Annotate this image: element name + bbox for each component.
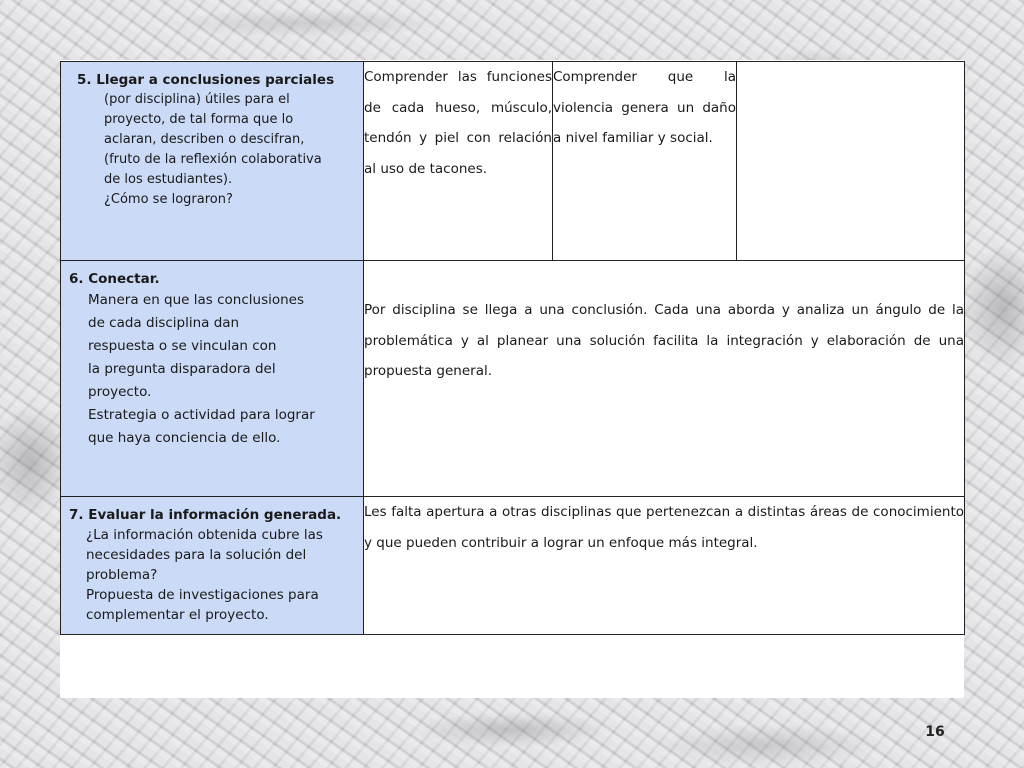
- content-cell: [364, 497, 965, 635]
- row-heading: 6. Conectar.: [69, 271, 160, 287]
- row-description-line: de cada disciplina dan: [88, 315, 240, 331]
- table-row-evaluate: [61, 497, 965, 635]
- content-cell: [364, 261, 965, 497]
- row-description-line: de los estudiantes).: [104, 172, 233, 187]
- content-cell: [364, 62, 553, 261]
- row-description-line: proyecto, de tal forma que lo: [104, 112, 294, 127]
- cell-text: Comprender que la violencia genera un daño a nivel familiar y social.: [553, 69, 736, 146]
- table-row-connect: [61, 261, 965, 497]
- row-description-line: (fruto de la reflexión colaborativa: [104, 152, 322, 167]
- cell-text: Por disciplina se llega a una conclusión. Cada una aborda y analiza un ángulo de la problemática y al planear una solución facilita la integración y elaboración de una propuesta general.: [364, 302, 964, 379]
- cell-text: Comprender las funciones de cada hueso, músculo, tendón y piel con relación al uso de tacones.: [364, 69, 552, 177]
- row-label-cell: [61, 261, 364, 497]
- table-row-conclusions: [61, 62, 965, 261]
- row-description-line: (por disciplina) útiles para el: [104, 92, 290, 107]
- row-description-line: ¿Cómo se lograron?: [104, 192, 233, 207]
- row-description-line: Manera en que las conclusiones: [88, 292, 305, 308]
- row-description-line: Estrategia o actividad para lograr: [88, 407, 315, 423]
- row-heading: 7. Evaluar la información generada.: [69, 507, 342, 523]
- row-description-line: la pregunta disparadora del: [88, 361, 276, 377]
- row-label-cell: [61, 62, 364, 261]
- content-cell: [553, 62, 737, 261]
- row-description-line: que haya conciencia de ello.: [88, 430, 281, 446]
- row-description-line: problema?: [86, 567, 158, 583]
- planning-table: [60, 61, 965, 635]
- row-description-line: aclaran, describen o descifran,: [104, 132, 305, 147]
- row-heading: 5. Llegar a conclusiones parciales: [77, 72, 335, 88]
- cell-text: Les falta apertura a otras disciplinas que pertenezcan a distintas áreas de conocimiento y que pueden contribuir a lograr un enfoque más integral.: [364, 504, 964, 551]
- row-description-line: respuesta o se vinculan con: [88, 338, 277, 354]
- row-description-line: necesidades para la solución del: [86, 547, 307, 563]
- row-description-line: proyecto.: [88, 384, 152, 400]
- row-description-line: ¿La información obtenida cubre las: [86, 527, 323, 543]
- row-description-line: Propuesta de investigaciones para: [86, 587, 319, 603]
- row-label-cell: [61, 497, 364, 635]
- page-number: 16: [925, 724, 945, 740]
- row-description-line: complementar el proyecto.: [86, 607, 269, 623]
- empty-cell: [737, 62, 965, 261]
